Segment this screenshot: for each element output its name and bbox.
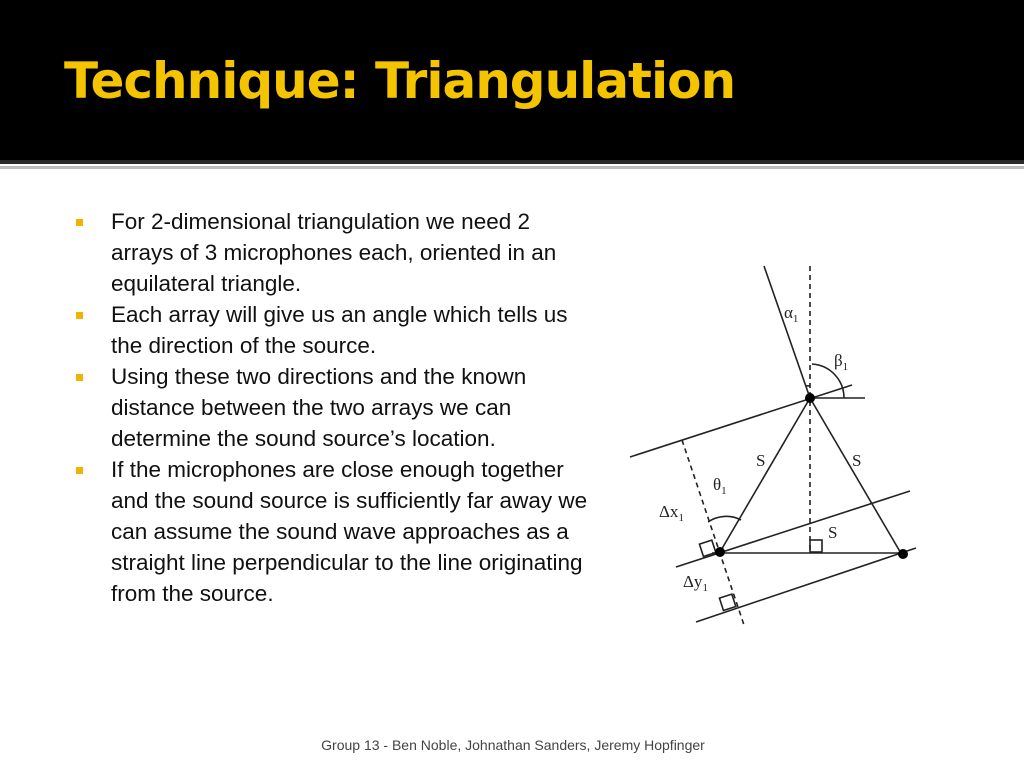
slide-footer [0, 737, 1024, 753]
bullet-item [76, 361, 596, 454]
triangle-side-left [720, 398, 810, 552]
incoming-direction-line [764, 266, 810, 398]
microphone-dot-left [715, 547, 725, 557]
side-label-right: S [852, 451, 862, 470]
microphone-dot-right [898, 549, 908, 559]
wavefront-line-bottom [696, 548, 916, 622]
bullet-marker-icon [76, 219, 83, 226]
dy-label: $\Delta y_1$ [683, 572, 708, 594]
bullet-item [76, 206, 596, 299]
bullet-text: Each array will give us an angle which tells us the direction of the source. [111, 302, 568, 358]
right-angle-marker-base [810, 540, 822, 552]
bullet-text: For 2-dimensional triangulation we need 2 arrays of 3 microphones each, oriented in an equilateral triangle. [111, 209, 557, 296]
offset-dashed-line [682, 440, 744, 625]
title-bar [0, 0, 1024, 160]
bullet-marker-icon [76, 312, 83, 319]
right-angle-marker-dy [719, 594, 735, 610]
beta-label: $\beta_1$ [834, 351, 849, 373]
header-divider-light [0, 166, 1024, 169]
bullet-item [76, 299, 596, 361]
wavefront-line-top [630, 385, 852, 457]
triangulation-diagram [620, 255, 940, 635]
slide-title: Technique: Triangulation [64, 52, 736, 110]
microphone-dot-top [805, 393, 815, 403]
theta-label: $\theta_1$ [713, 475, 727, 497]
side-label-left: S [756, 451, 766, 470]
footer-text: Group 13 - Ben Noble, Johnathan Sanders, Jeremy Hopfinger [321, 737, 705, 753]
right-angle-marker-dx [699, 540, 715, 556]
bullet-text: Using these two directions and the known distance between the two arrays we can determine the sound source’s location. [111, 364, 527, 451]
header-divider [0, 160, 1024, 164]
bullet-list [76, 206, 596, 609]
bullet-marker-icon [76, 467, 83, 474]
dx-label: $\Delta x_1$ [659, 502, 684, 524]
theta-angle-arc [708, 516, 741, 522]
side-label-bottom: S [828, 523, 838, 542]
bullet-item [76, 454, 596, 609]
bullet-marker-icon [76, 374, 83, 381]
alpha-label: $\alpha_1$ [784, 303, 799, 325]
triangle-side-right [810, 398, 902, 555]
bullet-text: If the microphones are close enough together and the sound source is sufficiently far away we can assume the sound wave approaches as a straight line perpendicular to the line originating from the source. [111, 457, 588, 606]
